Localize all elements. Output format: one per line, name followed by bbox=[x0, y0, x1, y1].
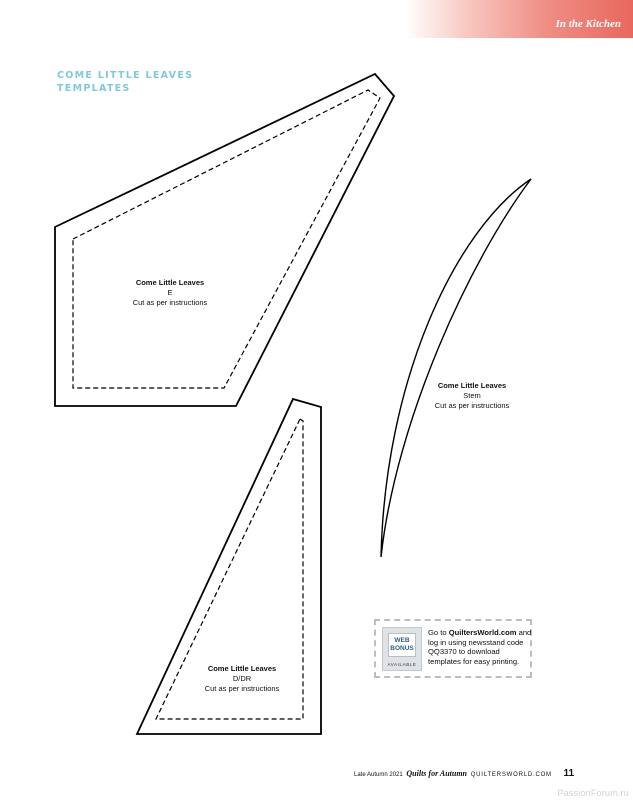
template-d-code: D/DR bbox=[232, 674, 252, 683]
web-bonus-badge-sub: AVAILABLE bbox=[387, 662, 417, 667]
template-d-instructions: Cut as per instructions bbox=[204, 684, 280, 693]
page-footer bbox=[354, 768, 574, 779]
template-d-name: Come Little Leaves bbox=[207, 664, 277, 673]
page-title-line2: TEMPLATES bbox=[57, 83, 131, 94]
footer-issue: Late Autumn 2021 bbox=[354, 772, 403, 778]
watermark: PassionForum.ru bbox=[557, 788, 629, 798]
section-title: In the Kitchen bbox=[555, 18, 621, 30]
web-bonus-prefix: Go to bbox=[428, 628, 449, 637]
footer-magazine: Quilts for Autumn bbox=[406, 769, 468, 778]
template-d-label bbox=[182, 664, 302, 694]
web-bonus-box bbox=[374, 619, 532, 678]
web-bonus-badge bbox=[382, 627, 422, 671]
web-bonus-site-link[interactable]: QuiltersWorld.com bbox=[448, 628, 517, 637]
template-e-instructions: Cut as per instructions bbox=[132, 298, 208, 307]
template-e-shape bbox=[55, 74, 394, 406]
footer-website: QUILTERSWORLD.COM bbox=[470, 772, 552, 778]
template-stem-label bbox=[412, 381, 532, 411]
page-title-line1: COME LITTLE LEAVES bbox=[57, 70, 194, 81]
template-stem-code: Stem bbox=[463, 391, 481, 400]
template-stem-name: Come Little Leaves bbox=[437, 381, 507, 390]
web-bonus-badge-inner bbox=[388, 633, 416, 657]
web-bonus-text bbox=[428, 628, 532, 666]
template-stem-instructions: Cut as per instructions bbox=[434, 401, 510, 410]
template-e-label bbox=[110, 278, 230, 308]
web-bonus-badge-line1: WEB bbox=[394, 637, 410, 644]
template-stem-shape bbox=[381, 179, 531, 557]
template-e-name: Come Little Leaves bbox=[135, 278, 205, 287]
web-bonus-badge-line2: BONUS bbox=[390, 645, 414, 652]
web-bonus-rest: and log in using newsstand code QQ3370 to download templates for easy printing. bbox=[428, 628, 532, 666]
page-number: 11 bbox=[563, 768, 575, 779]
template-e-code: E bbox=[167, 288, 173, 297]
